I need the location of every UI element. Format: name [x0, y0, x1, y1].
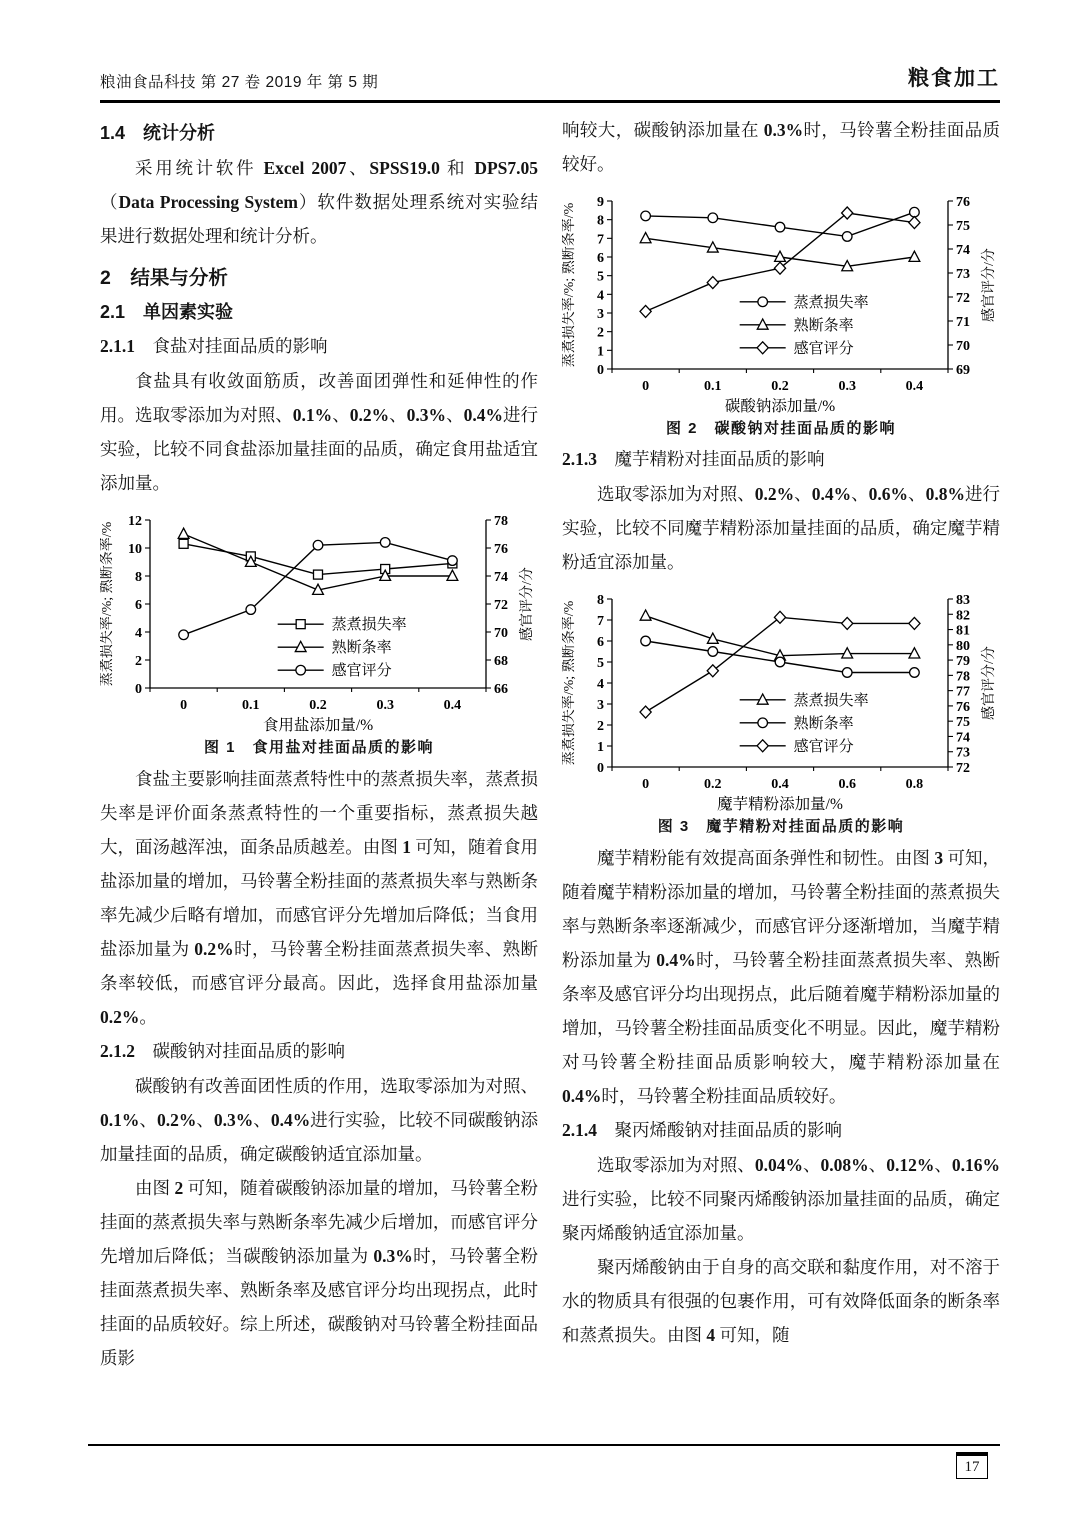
paragraph-soda-discussion: 由图 2 可知，随着碳酸钠添加量的增加，马铃薯全粉挂面的蒸煮损失率与熟断条率先减少后增加，而感官评分先增加后降低；当碳酸钠添加量为 0.3%时，马铃薯全粉挂面蒸煮损失率、熟断条率及感官评分均出现拐点，此时挂面的品质较好。综上所述，碳酸钠对马铃薯全粉挂面品质影	[100, 1178, 539, 1368]
svg-text:83: 83	[956, 593, 970, 608]
right-column	[562, 113, 1000, 1375]
svg-text:6: 6	[135, 598, 142, 613]
page-header	[100, 62, 1000, 103]
svg-text:76: 76	[494, 542, 508, 557]
svg-text:0.2: 0.2	[771, 379, 789, 394]
paragraph-soda-continued: 响较大，碳酸钠添加量在 0.3%时，马铃薯全粉挂面品质较好。	[562, 120, 1001, 174]
svg-text:8: 8	[135, 570, 142, 585]
svg-text:2: 2	[597, 325, 604, 341]
heading-2-1-1: 2.1.1 食盐对挂面品质的影响	[100, 336, 328, 356]
svg-text:0: 0	[597, 761, 604, 776]
figure-1	[100, 508, 538, 758]
svg-text:76: 76	[956, 699, 970, 715]
svg-text:0.6: 0.6	[838, 777, 856, 792]
figure-3	[562, 587, 1000, 837]
svg-text:9: 9	[597, 195, 604, 210]
svg-text:0: 0	[642, 777, 650, 792]
svg-text:81: 81	[956, 623, 970, 639]
paragraph-konjac-intro: 选取零添加为对照、0.2%、0.4%、0.6%、0.8%进行实验，比较不同魔芋精粉添加量挂面的品质，确定魔芋精粉适宜添加量。	[562, 484, 1001, 572]
svg-text:75: 75	[956, 715, 970, 731]
svg-text:12: 12	[128, 514, 142, 529]
svg-text:0: 0	[180, 698, 188, 713]
page-number: 17	[956, 1452, 988, 1479]
footer-rule	[88, 1444, 1000, 1446]
svg-text:7: 7	[597, 614, 604, 629]
heading-1-4: 1.4 统计分析	[100, 123, 216, 143]
heading-2: 2 结果与分析	[100, 267, 228, 289]
svg-text:74: 74	[956, 243, 970, 258]
svg-text:蒸煮损失率: 蒸煮损失率	[331, 617, 407, 634]
svg-text:75: 75	[956, 219, 970, 234]
paragraph-soda-intro: 碳酸钠有改善面团性质的作用，选取零添加为对照、0.1%、0.2%、0.3%、0.4%进行实验，比较不同碳酸钠添加量挂面的品质，确定碳酸钠适宜添加量。	[100, 1076, 539, 1164]
svg-text:0.4: 0.4	[443, 698, 462, 713]
svg-text:77: 77	[956, 684, 970, 700]
svg-text:蒸煮损失率: 蒸煮损失率	[793, 692, 869, 709]
paragraph-salt-discussion: 食盐主要影响挂面蒸煮特性中的蒸煮损失率，蒸煮损失率是评价面条蒸煮特性的一个重要指标，蒸煮损失越大，面汤越浑浊，面条品质越差。由图 1 可知，随着食用盐添加量的增加，马铃薯全粉挂面的蒸煮损失率与熟断条率先减少后略有增加，而感官评分先增加后降低；当食用盐添加量为 0.2%时，马铃薯全粉挂面蒸煮损失率、熟断条率较低，而感官评分最高。因此，选择食用盐添加量 0.2%。	[100, 769, 539, 1027]
svg-text:碳酸钠添加量/%: 碳酸钠添加量/%	[724, 398, 836, 415]
svg-text:3: 3	[597, 307, 604, 322]
svg-text:2: 2	[597, 719, 604, 734]
paragraph-statistics: 采用统计软件 Excel 2007、SPSS19.0 和 DPS7.05（Data Processing System）软件数据处理系统对实验结果进行数据处理和统计分析。	[100, 158, 539, 246]
svg-text:0.3: 0.3	[376, 698, 394, 713]
svg-text:78: 78	[494, 514, 508, 529]
paragraph-polyacrylate-discussion: 聚丙烯酸钠由于自身的高交联和黏度作用，对不溶于水的物质具有很强的包裹作用，可有效降低面条的断条率和蒸煮损失。由图 4 可知，随	[562, 1257, 1000, 1345]
svg-text:4: 4	[597, 677, 604, 692]
svg-text:79: 79	[956, 654, 970, 670]
svg-text:5: 5	[597, 656, 604, 671]
figure-2-caption: 图 2 碳酸钠对挂面品质的影响	[665, 420, 896, 437]
heading-2-1-2: 2.1.2 碳酸钠对挂面品质的影响	[100, 1041, 345, 1061]
svg-text:69: 69	[956, 363, 970, 378]
svg-text:感官评分/分: 感官评分/分	[982, 248, 997, 322]
paragraph-salt-intro: 食盐具有收敛面筋质，改善面团弹性和延伸性的作用。选取零添加为对照、0.1%、0.2%、0.3%、0.4%进行实验，比较不同食盐添加量挂面的品质，确定食用盐适宜添加量。	[100, 371, 539, 493]
svg-text:80: 80	[956, 638, 970, 654]
svg-text:66: 66	[494, 682, 508, 697]
svg-text:78: 78	[956, 669, 970, 685]
svg-text:70: 70	[956, 339, 970, 354]
heading-2-1-3: 2.1.3 魔芋精粉对挂面品质的影响	[562, 449, 825, 469]
svg-text:感官评分: 感官评分	[793, 340, 854, 357]
svg-text:70: 70	[494, 626, 508, 641]
svg-text:熟断条率: 熟断条率	[793, 715, 854, 732]
heading-2-1: 2.1 单因素实验	[100, 302, 234, 322]
svg-text:感官评分: 感官评分	[331, 663, 392, 680]
svg-text:蒸煮损失率: 蒸煮损失率	[793, 294, 869, 311]
svg-text:4: 4	[597, 288, 604, 304]
figure-1-caption: 图 1 食用盐对挂面品质的影响	[203, 739, 434, 756]
figure-3-chart	[562, 587, 1000, 813]
svg-text:7: 7	[597, 232, 604, 248]
svg-text:感官评分/分: 感官评分/分	[520, 567, 535, 641]
figure-3-caption: 图 3 魔芋精粉对挂面品质的影响	[657, 818, 905, 835]
svg-text:73: 73	[956, 267, 970, 282]
svg-text:0: 0	[642, 379, 650, 394]
svg-text:10: 10	[128, 542, 142, 557]
svg-text:食用盐添加量/%: 食用盐添加量/%	[262, 717, 374, 734]
svg-text:熟断条率: 熟断条率	[331, 640, 392, 657]
two-column-body	[100, 113, 1000, 1375]
svg-text:8: 8	[597, 593, 604, 608]
left-column	[100, 113, 538, 1375]
svg-text:72: 72	[956, 291, 970, 306]
svg-text:0.3: 0.3	[838, 379, 856, 394]
svg-text:1: 1	[597, 344, 604, 360]
heading-2-1-4: 2.1.4 聚丙烯酸钠对挂面品质的影响	[562, 1120, 842, 1140]
svg-text:0.4: 0.4	[771, 777, 789, 792]
svg-text:68: 68	[494, 654, 508, 669]
svg-text:74: 74	[494, 570, 508, 585]
svg-text:5: 5	[597, 269, 604, 285]
svg-text:74: 74	[956, 730, 970, 746]
svg-text:73: 73	[956, 745, 970, 761]
svg-text:3: 3	[597, 698, 604, 713]
svg-text:感官评分/分: 感官评分/分	[982, 646, 997, 720]
svg-text:72: 72	[956, 761, 970, 776]
svg-text:0.1: 0.1	[704, 379, 722, 394]
svg-text:0: 0	[597, 363, 604, 378]
svg-text:0.1: 0.1	[242, 698, 260, 713]
svg-text:6: 6	[597, 635, 604, 650]
section-label: 粮食加工	[908, 67, 1000, 90]
svg-text:0: 0	[135, 682, 142, 697]
svg-text:感官评分: 感官评分	[793, 738, 854, 755]
svg-text:0.2: 0.2	[704, 777, 722, 792]
svg-text:71: 71	[956, 315, 970, 330]
svg-text:熟断条率: 熟断条率	[793, 317, 854, 334]
svg-text:0.2: 0.2	[309, 698, 327, 713]
figure-2-chart	[562, 189, 1000, 415]
svg-text:8: 8	[597, 213, 604, 229]
svg-text:76: 76	[956, 195, 970, 210]
svg-text:2: 2	[135, 654, 142, 669]
svg-text:蒸煮损失率/%; 熟断条率/%: 蒸煮损失率/%; 熟断条率/%	[100, 521, 115, 687]
figure-2	[562, 189, 1000, 439]
svg-text:4: 4	[135, 626, 142, 641]
paragraph-konjac-discussion: 魔芋精粉能有效提高面条弹性和韧性。由图 3 可知，随着魔芋精粉添加量的增加，马铃薯全粉挂面的蒸煮损失率与熟断条率逐渐减少，而感官评分逐渐增加，当魔芋精粉添加量为 0.4%时，马铃薯全粉挂面蒸煮损失率、熟断条率及感官评分均出现拐点，此后随着魔芋精粉添加量的增加，马铃薯全粉挂面品质变化不明显。因此，魔芋精粉对马铃薯全粉挂面品质影响较大，魔芋精粉添加量在 0.4%时，马铃薯全粉挂面品质较好。	[562, 848, 1001, 1106]
svg-text:0.8: 0.8	[905, 777, 924, 792]
svg-text:6: 6	[597, 251, 604, 266]
figure-1-chart	[100, 508, 538, 734]
svg-text:82: 82	[956, 608, 970, 624]
svg-text:蒸煮损失率/%; 熟断条率/%: 蒸煮损失率/%; 熟断条率/%	[562, 202, 577, 368]
svg-text:0.4: 0.4	[905, 379, 924, 394]
svg-text:72: 72	[494, 598, 508, 613]
paragraph-polyacrylate-intro: 选取零添加为对照、0.04%、0.08%、0.12%、0.16%进行实验，比较不同聚丙烯酸钠添加量挂面的品质，确定聚丙烯酸钠适宜添加量。	[562, 1155, 1001, 1243]
journal-info: 粮油食品科技 第 27 卷 2019 年 第 5 期	[100, 74, 379, 91]
svg-text:蒸煮损失率/%; 熟断条率/%: 蒸煮损失率/%; 熟断条率/%	[562, 600, 577, 766]
svg-text:1: 1	[597, 740, 604, 755]
svg-text:魔芋精粉添加量/%: 魔芋精粉添加量/%	[717, 796, 843, 813]
